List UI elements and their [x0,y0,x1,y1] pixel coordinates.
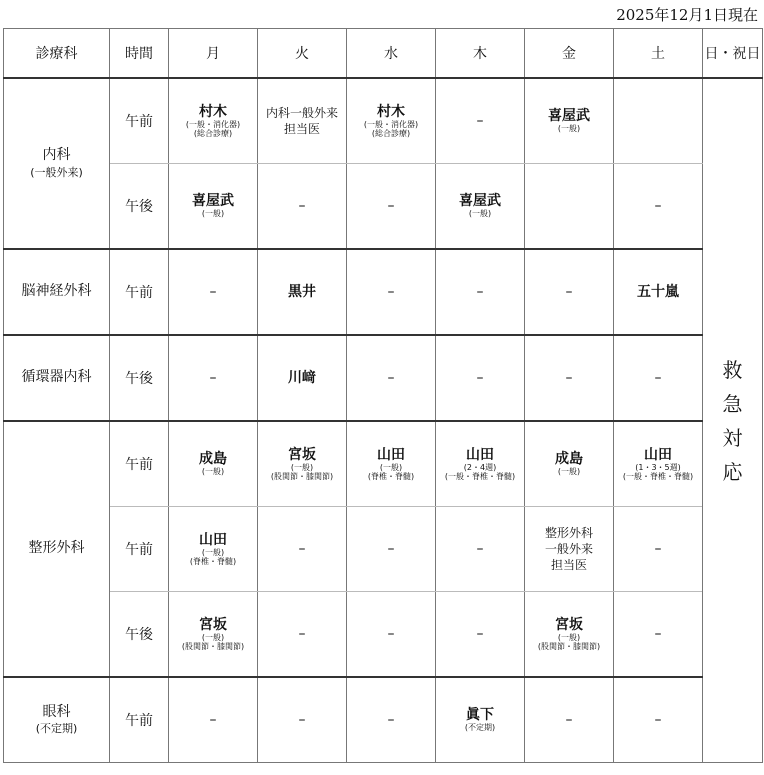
emergency-char: 急 [722,391,743,416]
header-day-wed: 水 [347,29,436,79]
specialty-note: (1・3・5週) [635,462,681,472]
time-slot: 午後 [110,592,169,678]
schedule-cell [436,249,525,335]
no-clinic-dash: – [298,541,306,557]
doctor-name: 山田 [466,446,494,463]
schedule-cell [347,249,436,335]
specialty-note: (股関節・膝関節) [181,642,245,652]
schedule-cell [347,592,436,678]
table-row [4,164,763,250]
schedule-cell [614,421,703,507]
header-day-mon: 月 [169,29,258,79]
specialty-note: (股関節・膝関節) [270,472,334,482]
schedule-cell [525,592,614,678]
schedule-cell [614,249,703,335]
specialty-note: (股関節・膝関節) [537,642,601,652]
dept-orthopedics [4,421,110,677]
schedule-cell [436,78,525,164]
schedule-cell [258,677,347,763]
schedule-cell [169,677,258,763]
table-row [4,335,763,421]
no-clinic-dash: – [298,626,306,642]
no-clinic-dash: – [209,284,217,300]
time-slot: 午後 [110,335,169,421]
no-clinic-dash: – [476,626,484,642]
specialty-note: (一般) [201,547,225,557]
no-clinic-dash: – [565,370,573,386]
no-clinic-dash: – [654,541,662,557]
no-clinic-dash: – [387,198,395,214]
attending-text: 一般外来 [544,541,593,556]
doctor-name: 眞下 [466,707,494,724]
specialty-note: (一般) [201,209,225,219]
schedule-cell [347,507,436,592]
specialty-note: (総合診療) [193,129,233,139]
no-clinic-dash: – [654,198,662,214]
schedule-cell [258,507,347,592]
table-row [4,78,763,164]
schedule-cell [525,677,614,763]
schedule-cell [169,249,258,335]
schedule-cell [525,249,614,335]
table-row [4,592,763,678]
specialty-note: (一般) [201,632,225,642]
specialty-note: (一般) [468,209,492,219]
no-clinic-dash: – [387,626,395,642]
schedule-cell [525,78,614,164]
no-clinic-dash: – [387,284,395,300]
schedule-cell [614,592,703,678]
header-day-tue: 火 [258,29,347,79]
doctor-name: 宮坂 [555,616,583,633]
no-clinic-dash: – [476,113,484,129]
time-slot: 午前 [110,249,169,335]
attending-text: 担当医 [550,558,587,573]
doctor-name: 山田 [199,531,227,548]
specialty-note: (一般) [290,462,314,472]
table-row [4,677,763,763]
specialty-note: (不定期) [464,723,496,733]
schedule-cell [169,78,258,164]
attending-text: 内科一般外来 [265,105,338,120]
table-row [4,507,763,592]
as-of-date: 2025年12月1日現在 [616,6,758,24]
doctor-name: 村木 [377,103,405,120]
schedule-cell [258,164,347,250]
outpatient-schedule-table [3,28,763,763]
emergency-char: 応 [722,459,743,484]
table-row [4,421,763,507]
dept-label: 循環器内科 [21,369,92,386]
specialty-note: (一般・消化器) [185,119,241,129]
schedule-cell [169,335,258,421]
schedule-cell [525,335,614,421]
doctor-name: 喜屋武 [459,193,501,210]
no-clinic-dash: – [209,370,217,386]
specialty-note: (一般) [557,124,581,134]
attending-text: 担当医 [283,122,320,136]
attending-text: 整形外科 [544,525,593,540]
schedule-cell [258,249,347,335]
doctor-name: 黒井 [288,283,316,300]
schedule-cell [347,78,436,164]
specialty-note: (一般・消化器) [363,119,419,129]
doctor-name: 山田 [377,446,405,463]
schedule-cell [347,335,436,421]
no-clinic-dash: – [476,541,484,557]
schedule-cell [347,421,436,507]
doctor-name: 宮坂 [288,446,316,463]
specialty-note: (一般) [557,632,581,642]
specialty-note: (脊椎・脊髄) [367,472,415,482]
doctor-name: 山田 [644,446,672,463]
time-slot: 午前 [110,507,169,592]
specialty-note: (2・4週) [463,462,497,472]
schedule-cell [436,592,525,678]
emergency-char: 対 [722,425,743,450]
dept-internal-medicine [4,78,110,249]
dept-label: 内科 [42,147,71,164]
time-slot: 午後 [110,164,169,250]
table-row [4,249,763,335]
no-clinic-dash: – [654,370,662,386]
header-holiday: 日・祝日 [703,29,763,79]
no-clinic-dash: – [476,284,484,300]
schedule-cell [436,677,525,763]
schedule-cell [436,507,525,592]
header-row [4,29,763,79]
schedule-cell [347,677,436,763]
schedule-cell [614,78,703,164]
time-slot: 午前 [110,421,169,507]
dept-label: 眼科 [42,703,71,720]
schedule-cell [347,164,436,250]
specialty-note: (脊椎・脊髄) [189,557,237,567]
dept-sub-label: (不定期) [35,722,78,736]
no-clinic-dash: – [476,370,484,386]
schedule-cell [258,78,347,164]
header-day-sat: 土 [614,29,703,79]
header-department: 診療科 [4,29,110,79]
schedule-cell [436,335,525,421]
schedule-cell [169,421,258,507]
doctor-name: 川﨑 [288,369,316,386]
no-clinic-dash: – [565,712,573,728]
no-clinic-dash: – [298,198,306,214]
dept-ophthalmology [4,677,110,763]
specialty-note: (一般) [201,467,225,477]
schedule-cell [169,507,258,592]
time-slot: 午前 [110,677,169,763]
doctor-name: 五十嵐 [637,283,679,300]
no-clinic-dash: – [209,712,217,728]
no-clinic-dash: – [387,370,395,386]
specialty-note: (一般) [379,462,403,472]
specialty-note: (一般・脊椎・脊髄) [444,472,516,482]
schedule-cell [169,592,258,678]
specialty-note: (一般・脊椎・脊髄) [622,472,694,482]
doctor-name: 成島 [555,451,583,468]
no-clinic-dash: – [298,712,306,728]
schedule-cell [258,592,347,678]
schedule-cell [258,421,347,507]
doctor-name: 成島 [199,451,227,468]
specialty-note: (一般) [557,467,581,477]
header-day-fri: 金 [525,29,614,79]
header-day-thu: 木 [436,29,525,79]
no-clinic-dash: – [654,712,662,728]
header-time: 時間 [110,29,169,79]
schedule-cell [169,164,258,250]
schedule-cell [614,677,703,763]
no-clinic-dash: – [387,541,395,557]
schedule-cell [614,335,703,421]
specialty-note: (総合診療) [371,129,411,139]
dept-cardiology [4,335,110,421]
emergency-char: 救 [722,357,743,382]
doctor-name: 宮坂 [199,616,227,633]
doctor-name: 喜屋武 [548,108,590,125]
no-clinic-dash: – [387,712,395,728]
no-clinic-dash: – [565,284,573,300]
dept-label: 脳神経外科 [21,283,92,300]
doctor-name: 喜屋武 [192,193,234,210]
schedule-cell [525,507,614,592]
schedule-cell [258,335,347,421]
dept-sub-label: (一般外来) [30,165,83,179]
schedule-cell [614,507,703,592]
schedule-cell [436,421,525,507]
schedule-cell [525,164,614,250]
schedule-cell [614,164,703,250]
schedule-cell [436,164,525,250]
schedule-cell [525,421,614,507]
dept-neurosurgery [4,249,110,335]
holiday-emergency-cell [703,78,763,763]
doctor-name: 村木 [199,103,227,120]
dept-label: 整形外科 [28,540,85,557]
time-slot: 午前 [110,78,169,164]
no-clinic-dash: – [654,626,662,642]
